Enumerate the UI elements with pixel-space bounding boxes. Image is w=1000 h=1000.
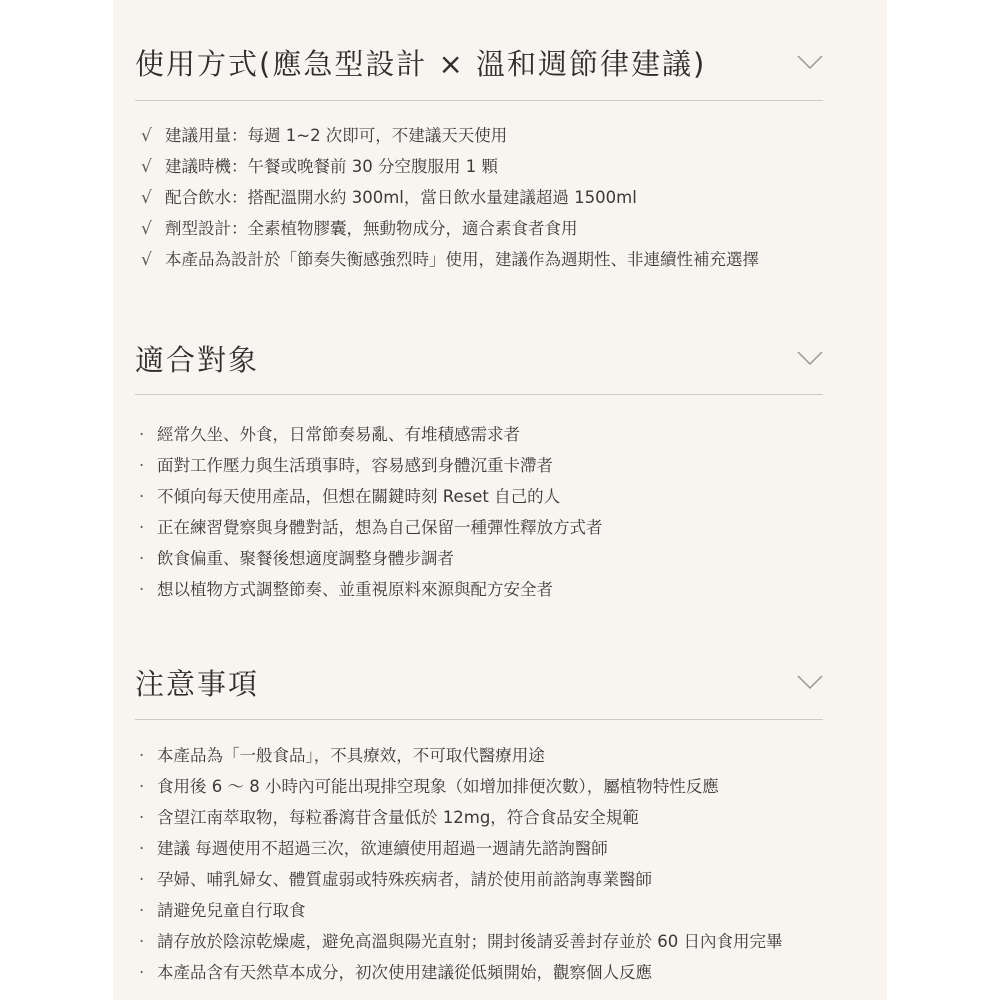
dot-icon: · — [139, 549, 145, 568]
list-item-text: 本產品為設計於「節奏失衡感強烈時」使用，建議作為週期性、非連續性補充選擇 — [165, 250, 759, 269]
audience-section-header[interactable] — [135, 336, 835, 384]
list-item — [135, 450, 875, 481]
list-item-text: 請避免兒童自行取食 — [157, 901, 306, 920]
list-item-text: 不傾向每天使用產品，但想在關鍵時刻 Reset 自己的人 — [157, 487, 561, 506]
dot-icon: · — [139, 456, 145, 475]
check-icon: √ — [141, 250, 152, 270]
notes-section-header[interactable] — [135, 660, 835, 708]
dot-icon: · — [139, 901, 145, 920]
list-item — [135, 740, 875, 771]
list-item — [135, 802, 875, 833]
notes-list — [135, 740, 875, 988]
notes-divider — [135, 719, 823, 720]
chevron-down-icon[interactable] — [797, 350, 823, 366]
list-item-text: 請存放於陰涼乾燥處，避免高溫與陽光直射；開封後請妥善封存並於 60 日內食用完畢 — [157, 932, 783, 951]
list-item-text: 想以植物方式調整節奏、並重視原料來源與配方安全者 — [157, 580, 553, 599]
audience-section-title: 適合對象 — [135, 343, 260, 377]
list-item-text: 本產品含有天然草本成分，初次使用建議從低頻開始，觀察個人反應 — [157, 963, 652, 982]
list-item — [135, 926, 875, 957]
usage-list — [135, 120, 875, 275]
dot-icon: · — [139, 777, 145, 796]
list-item — [135, 419, 875, 450]
list-item — [135, 833, 875, 864]
list-item — [135, 244, 875, 275]
list-item — [135, 512, 875, 543]
list-item-text: 含望江南萃取物，每粒番瀉苷含量低於 12mg，符合食品安全規範 — [157, 808, 639, 827]
chevron-down-icon[interactable] — [797, 54, 823, 70]
list-item — [135, 543, 875, 574]
list-item-text: 配合飲水：搭配溫開水約 300ml，當日飲水量建議超過 1500ml — [165, 188, 637, 207]
product-info-panel — [113, 0, 887, 1000]
dot-icon: · — [139, 932, 145, 951]
list-item-text: 建議用量：每週 1~2 次即可，不建議天天使用 — [165, 126, 508, 145]
list-item-text: 經常久坐、外食，日常節奏易亂、有堆積感需求者 — [157, 425, 520, 444]
dot-icon: · — [139, 746, 145, 765]
check-icon: √ — [141, 157, 152, 177]
list-item-text: 本產品為「一般食品」，不具療效，不可取代醫療用途 — [157, 746, 545, 765]
list-item — [135, 213, 875, 244]
usage-divider — [135, 100, 823, 101]
list-item-text: 食用後 6 ～ 8 小時內可能出現排空現象（如增加排便次數），屬植物特性反應 — [157, 777, 719, 796]
check-icon: √ — [141, 188, 152, 208]
usage-section-title: 使用方式(應急型設計 × 溫和週節律建議) — [135, 47, 707, 81]
dot-icon: · — [139, 487, 145, 506]
audience-list — [135, 419, 875, 605]
audience-divider — [135, 394, 823, 395]
list-item — [135, 182, 875, 213]
list-item — [135, 957, 875, 988]
list-item — [135, 771, 875, 802]
list-item-text: 正在練習覺察與身體對話，想為自己保留一種彈性釋放方式者 — [157, 518, 603, 537]
check-icon: √ — [141, 126, 152, 146]
chevron-down-icon[interactable] — [797, 674, 823, 690]
list-item-text: 建議時機：午餐或晚餐前 30 分空腹服用 1 顆 — [165, 157, 498, 176]
list-item — [135, 120, 875, 151]
usage-section — [135, 40, 835, 270]
list-item-text: 孕婦、哺乳婦女、體質虛弱或特殊疾病者，請於使用前諮詢專業醫師 — [157, 870, 652, 889]
usage-section-header[interactable] — [135, 40, 835, 88]
list-item-text: 建議 每週使用不超過三次，欲連續使用超過一週請先諮詢醫師 — [157, 839, 608, 858]
dot-icon: · — [139, 425, 145, 444]
dot-icon: · — [139, 870, 145, 889]
dot-icon: · — [139, 963, 145, 982]
notes-section-title: 注意事項 — [135, 667, 260, 701]
list-item-text: 劑型設計：全素植物膠囊，無動物成分，適合素食者食用 — [165, 219, 578, 238]
notes-section — [135, 660, 835, 982]
list-item — [135, 574, 875, 605]
list-item — [135, 481, 875, 512]
list-item — [135, 864, 875, 895]
list-item — [135, 895, 875, 926]
audience-section — [135, 336, 835, 599]
list-item-text: 面對工作壓力與生活瑣事時，容易感到身體沉重卡滯者 — [157, 456, 553, 475]
dot-icon: · — [139, 580, 145, 599]
dot-icon: · — [139, 518, 145, 537]
list-item — [135, 151, 875, 182]
dot-icon: · — [139, 808, 145, 827]
list-item-text: 飲食偏重、聚餐後想適度調整身體步調者 — [157, 549, 454, 568]
check-icon: √ — [141, 219, 152, 239]
dot-icon: · — [139, 839, 145, 858]
